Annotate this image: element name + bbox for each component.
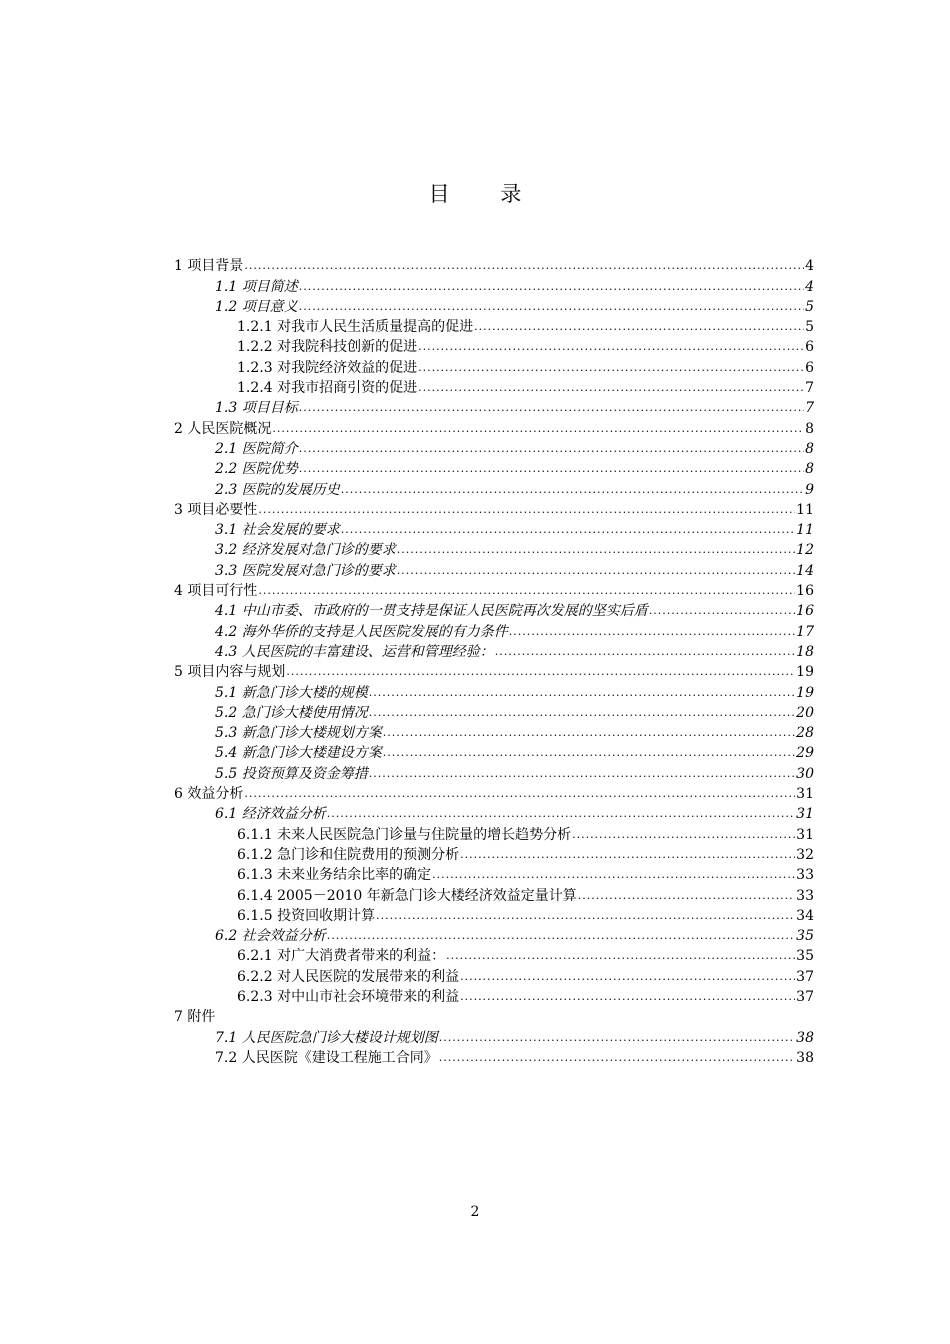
toc-entry[interactable] — [174, 641, 814, 661]
toc-entry-label: 6.1.1 未来人民医院急门诊量与住院量的增长趋势分析 — [237, 826, 572, 843]
toc-entry-page: 16 — [796, 603, 814, 620]
toc-leader-dots — [369, 687, 795, 699]
toc-leader-dots — [572, 829, 795, 841]
toc-entry[interactable] — [174, 478, 814, 498]
toc-entry-page: 28 — [796, 725, 814, 742]
toc-leader-dots — [474, 321, 804, 333]
toc-leader-dots — [418, 341, 804, 353]
toc-leader-dots — [341, 484, 804, 496]
toc-entry[interactable] — [174, 884, 814, 904]
toc-entry-label: 3.3 医院发展对急门诊的要求 — [215, 562, 396, 579]
toc-entry[interactable] — [174, 600, 814, 620]
toc-entry[interactable] — [174, 762, 814, 782]
toc-entry-label: 3 项目必要性 — [174, 501, 258, 518]
toc-entry[interactable] — [174, 803, 814, 823]
toc-entry[interactable] — [174, 316, 814, 336]
toc-entry-label: 7 附件 — [174, 1009, 216, 1026]
toc-entry-label: 4.3 人民医院的丰富建设、运营和管理经验： — [215, 643, 494, 660]
toc-entry[interactable] — [174, 559, 814, 579]
toc-entry-label: 2.3 医院的发展历史 — [215, 481, 340, 498]
toc-entry[interactable] — [174, 925, 814, 945]
toc-entry-label: 5.5 投资预算及资金筹措 — [215, 765, 368, 782]
toc-entry[interactable] — [174, 499, 814, 519]
toc-entry-page: 12 — [796, 542, 814, 559]
toc-entry-page: 17 — [796, 623, 814, 640]
toc-entry-page: 31 — [796, 806, 814, 823]
toc-entry-page: 37 — [796, 968, 814, 985]
toc-entry-label: 2.2 医院优势 — [215, 461, 298, 478]
toc-entry-page: 30 — [796, 765, 814, 782]
toc-entry-label: 1.1 项目简述 — [215, 278, 298, 295]
toc-leader-dots — [369, 768, 795, 780]
toc-entry[interactable] — [174, 661, 814, 681]
toc-entry-page: 20 — [796, 704, 814, 721]
toc-entry-label: 5.1 新急门诊大楼的规模 — [215, 684, 368, 701]
toc-entry[interactable] — [174, 539, 814, 559]
toc-entry-page: 8 — [805, 440, 814, 457]
toc-entry[interactable] — [174, 844, 814, 864]
toc-leader-dots — [495, 646, 795, 658]
toc-entry-page: 19 — [796, 684, 814, 701]
toc-entry[interactable] — [174, 356, 814, 376]
page-number: 2 — [470, 1204, 480, 1220]
toc-entry[interactable] — [174, 620, 814, 640]
toc-entry-label: 5.4 新急门诊大楼建设方案 — [215, 745, 382, 762]
toc-entry-page: 16 — [796, 583, 814, 600]
toc-leader-dots — [439, 1032, 795, 1044]
toc-entry-label: 1.2.4 对我市招商引资的促进 — [237, 380, 418, 397]
toc-entry[interactable] — [174, 945, 814, 965]
toc-leader-dots — [299, 301, 804, 313]
toc-entry-label: 3.1 社会发展的要求 — [215, 522, 340, 539]
toc-leader-dots — [299, 443, 804, 455]
toc-leader-dots — [460, 991, 795, 1003]
toc-leader-dots — [327, 930, 795, 942]
toc-entry-label: 4.1 中山市委、市政府的一贯支持是保证人民医院再次发展的坚实后盾 — [215, 603, 648, 620]
toc-entry[interactable] — [174, 905, 814, 925]
toc-entry-page: 7 — [805, 380, 814, 397]
toc-entry-label: 1.2.2 对我院科技创新的促进 — [237, 339, 418, 356]
toc-entry[interactable] — [174, 377, 814, 397]
toc-leader-dots — [460, 849, 795, 861]
toc-entry[interactable] — [174, 397, 814, 417]
toc-entry-label: 6.1.4 2005－2010 年新急门诊大楼经济效益定量计算 — [237, 887, 577, 904]
toc-leader-dots — [272, 423, 804, 435]
toc-entry[interactable] — [174, 1026, 814, 1046]
toc-entry-label: 6.2.2 对人民医院的发展带来的利益 — [237, 968, 460, 985]
toc-entry[interactable] — [174, 986, 814, 1006]
toc-entry[interactable] — [174, 864, 814, 884]
toc-entry-label: 3.2 经济发展对急门诊的要求 — [215, 542, 396, 559]
toc-entry[interactable] — [174, 336, 814, 356]
toc-entry[interactable] — [174, 275, 814, 295]
toc-leader-dots — [509, 626, 795, 638]
toc-entry[interactable] — [174, 417, 814, 437]
toc-leader-dots — [244, 788, 795, 800]
toc-leader-dots — [418, 382, 804, 394]
toc-leader-dots — [369, 707, 795, 719]
toc-leader-dots — [397, 544, 795, 556]
toc-leader-dots — [258, 585, 795, 597]
toc-entry-page: 8 — [805, 420, 814, 437]
toc-entry-label: 2.1 医院简介 — [215, 440, 298, 457]
toc-entry-page: 11 — [796, 522, 814, 539]
toc-leader-dots — [649, 605, 795, 617]
toc-entry-label: 6.2.3 对中山市社会环境带来的利益 — [237, 988, 460, 1005]
toc-entry-label: 4 项目可行性 — [174, 583, 258, 600]
toc-entry-page: 32 — [796, 846, 814, 863]
toc-entry[interactable] — [174, 742, 814, 762]
toc-entry-label: 6.1 经济效益分析 — [215, 806, 326, 823]
toc-entry-page: 5 — [805, 298, 814, 315]
toc-entry-label: 1.2.1 对我市人民生活质量提高的促进 — [237, 319, 474, 336]
toc-entry-label: 5.3 新急门诊大楼规划方案 — [215, 725, 382, 742]
toc-leader-dots — [383, 747, 795, 759]
toc-entry-label: 5 项目内容与规划 — [174, 664, 286, 681]
toc-leader-dots — [439, 1052, 795, 1064]
toc-entry-page: 38 — [796, 1029, 814, 1046]
toc-leader-dots — [244, 260, 804, 272]
toc-entry-page: 19 — [796, 664, 814, 681]
toc-entry[interactable] — [174, 823, 814, 843]
toc-entry[interactable] — [174, 1047, 814, 1067]
toc-entry-label: 1 项目背景 — [174, 258, 244, 275]
toc-entry-label: 5.2 急门诊大楼使用情况 — [215, 704, 368, 721]
toc-entry-page: 37 — [796, 988, 814, 1005]
toc-leader-dots — [327, 808, 795, 820]
toc-entry-page: 14 — [796, 562, 814, 579]
toc-entry-label: 4.2 海外华侨的支持是人民医院发展的有力条件 — [215, 623, 508, 640]
toc-entry[interactable] — [174, 255, 814, 275]
page-title: 目 录 — [428, 182, 544, 206]
toc-entry[interactable] — [174, 1006, 814, 1026]
toc-entry-page: 4 — [805, 258, 814, 275]
toc-leader-dots — [286, 666, 795, 678]
toc-entry-page: 35 — [796, 948, 814, 965]
toc-entry-label: 6.1.3 未来业务结余比率的确定 — [237, 867, 432, 884]
toc-entry-page: 31 — [796, 826, 814, 843]
toc-entry[interactable] — [174, 458, 814, 478]
toc-leader-dots — [432, 869, 795, 881]
toc-entry-page: 34 — [796, 907, 814, 924]
toc-leader-dots — [299, 463, 804, 475]
toc-entry-label: 7.2 人民医院《建设工程施工合同》 — [215, 1049, 438, 1066]
toc-entry-label: 6.2.1 对广大消费者带来的利益： — [237, 948, 446, 965]
toc-entry-label: 1.2 项目意义 — [215, 298, 298, 315]
toc-entry-page: 6 — [805, 359, 814, 376]
toc-entry-page: 18 — [796, 643, 814, 660]
toc-entry-page: 5 — [805, 319, 814, 336]
toc-entry[interactable] — [174, 519, 814, 539]
toc-leader-dots — [341, 524, 795, 536]
toc-leader-dots — [460, 971, 795, 983]
toc-entry-page: 31 — [796, 786, 814, 803]
toc-leader-dots — [578, 890, 795, 902]
toc-leader-dots — [299, 281, 804, 293]
table-of-contents — [174, 255, 814, 1067]
toc-entry[interactable] — [174, 702, 814, 722]
toc-entry[interactable] — [174, 580, 814, 600]
toc-entry-page: 29 — [796, 745, 814, 762]
toc-entry[interactable] — [174, 722, 814, 742]
toc-entry[interactable] — [174, 965, 814, 985]
toc-leader-dots — [418, 362, 804, 374]
toc-entry[interactable] — [174, 296, 814, 316]
toc-leader-dots — [299, 402, 804, 414]
toc-entry-label: 6.2 社会效益分析 — [215, 928, 326, 945]
toc-entry-label: 6 效益分析 — [174, 786, 244, 803]
toc-entry-label: 6.1.5 投资回收期计算 — [237, 907, 376, 924]
toc-entry-page: 6 — [805, 339, 814, 356]
toc-leader-dots — [376, 910, 795, 922]
toc-entry-label: 2 人民医院概况 — [174, 420, 272, 437]
toc-leader-dots — [258, 504, 795, 516]
toc-entry-page: 9 — [805, 481, 814, 498]
toc-entry-label: 6.1.2 急门诊和住院费用的预测分析 — [237, 846, 460, 863]
toc-entry-page: 33 — [796, 887, 814, 904]
toc-entry-label: 1.2.3 对我院经济效益的促进 — [237, 359, 418, 376]
toc-entry-page: 35 — [796, 928, 814, 945]
toc-entry-page: 8 — [805, 461, 814, 478]
toc-entry-page: 38 — [796, 1049, 814, 1066]
toc-entry-page: 7 — [805, 400, 814, 417]
toc-entry-page: 11 — [796, 501, 814, 518]
toc-entry-page: 33 — [796, 867, 814, 884]
toc-leader-dots — [397, 565, 795, 577]
toc-leader-dots — [383, 727, 795, 739]
toc-entry[interactable] — [174, 681, 814, 701]
toc-entry[interactable] — [174, 783, 814, 803]
toc-entry-label: 7.1 人民医院急门诊大楼设计规划图 — [215, 1029, 438, 1046]
toc-leader-dots — [446, 950, 795, 962]
toc-entry[interactable] — [174, 438, 814, 458]
toc-entry-label: 1.3 项目目标 — [215, 400, 298, 417]
toc-entry-page: 4 — [805, 278, 814, 295]
